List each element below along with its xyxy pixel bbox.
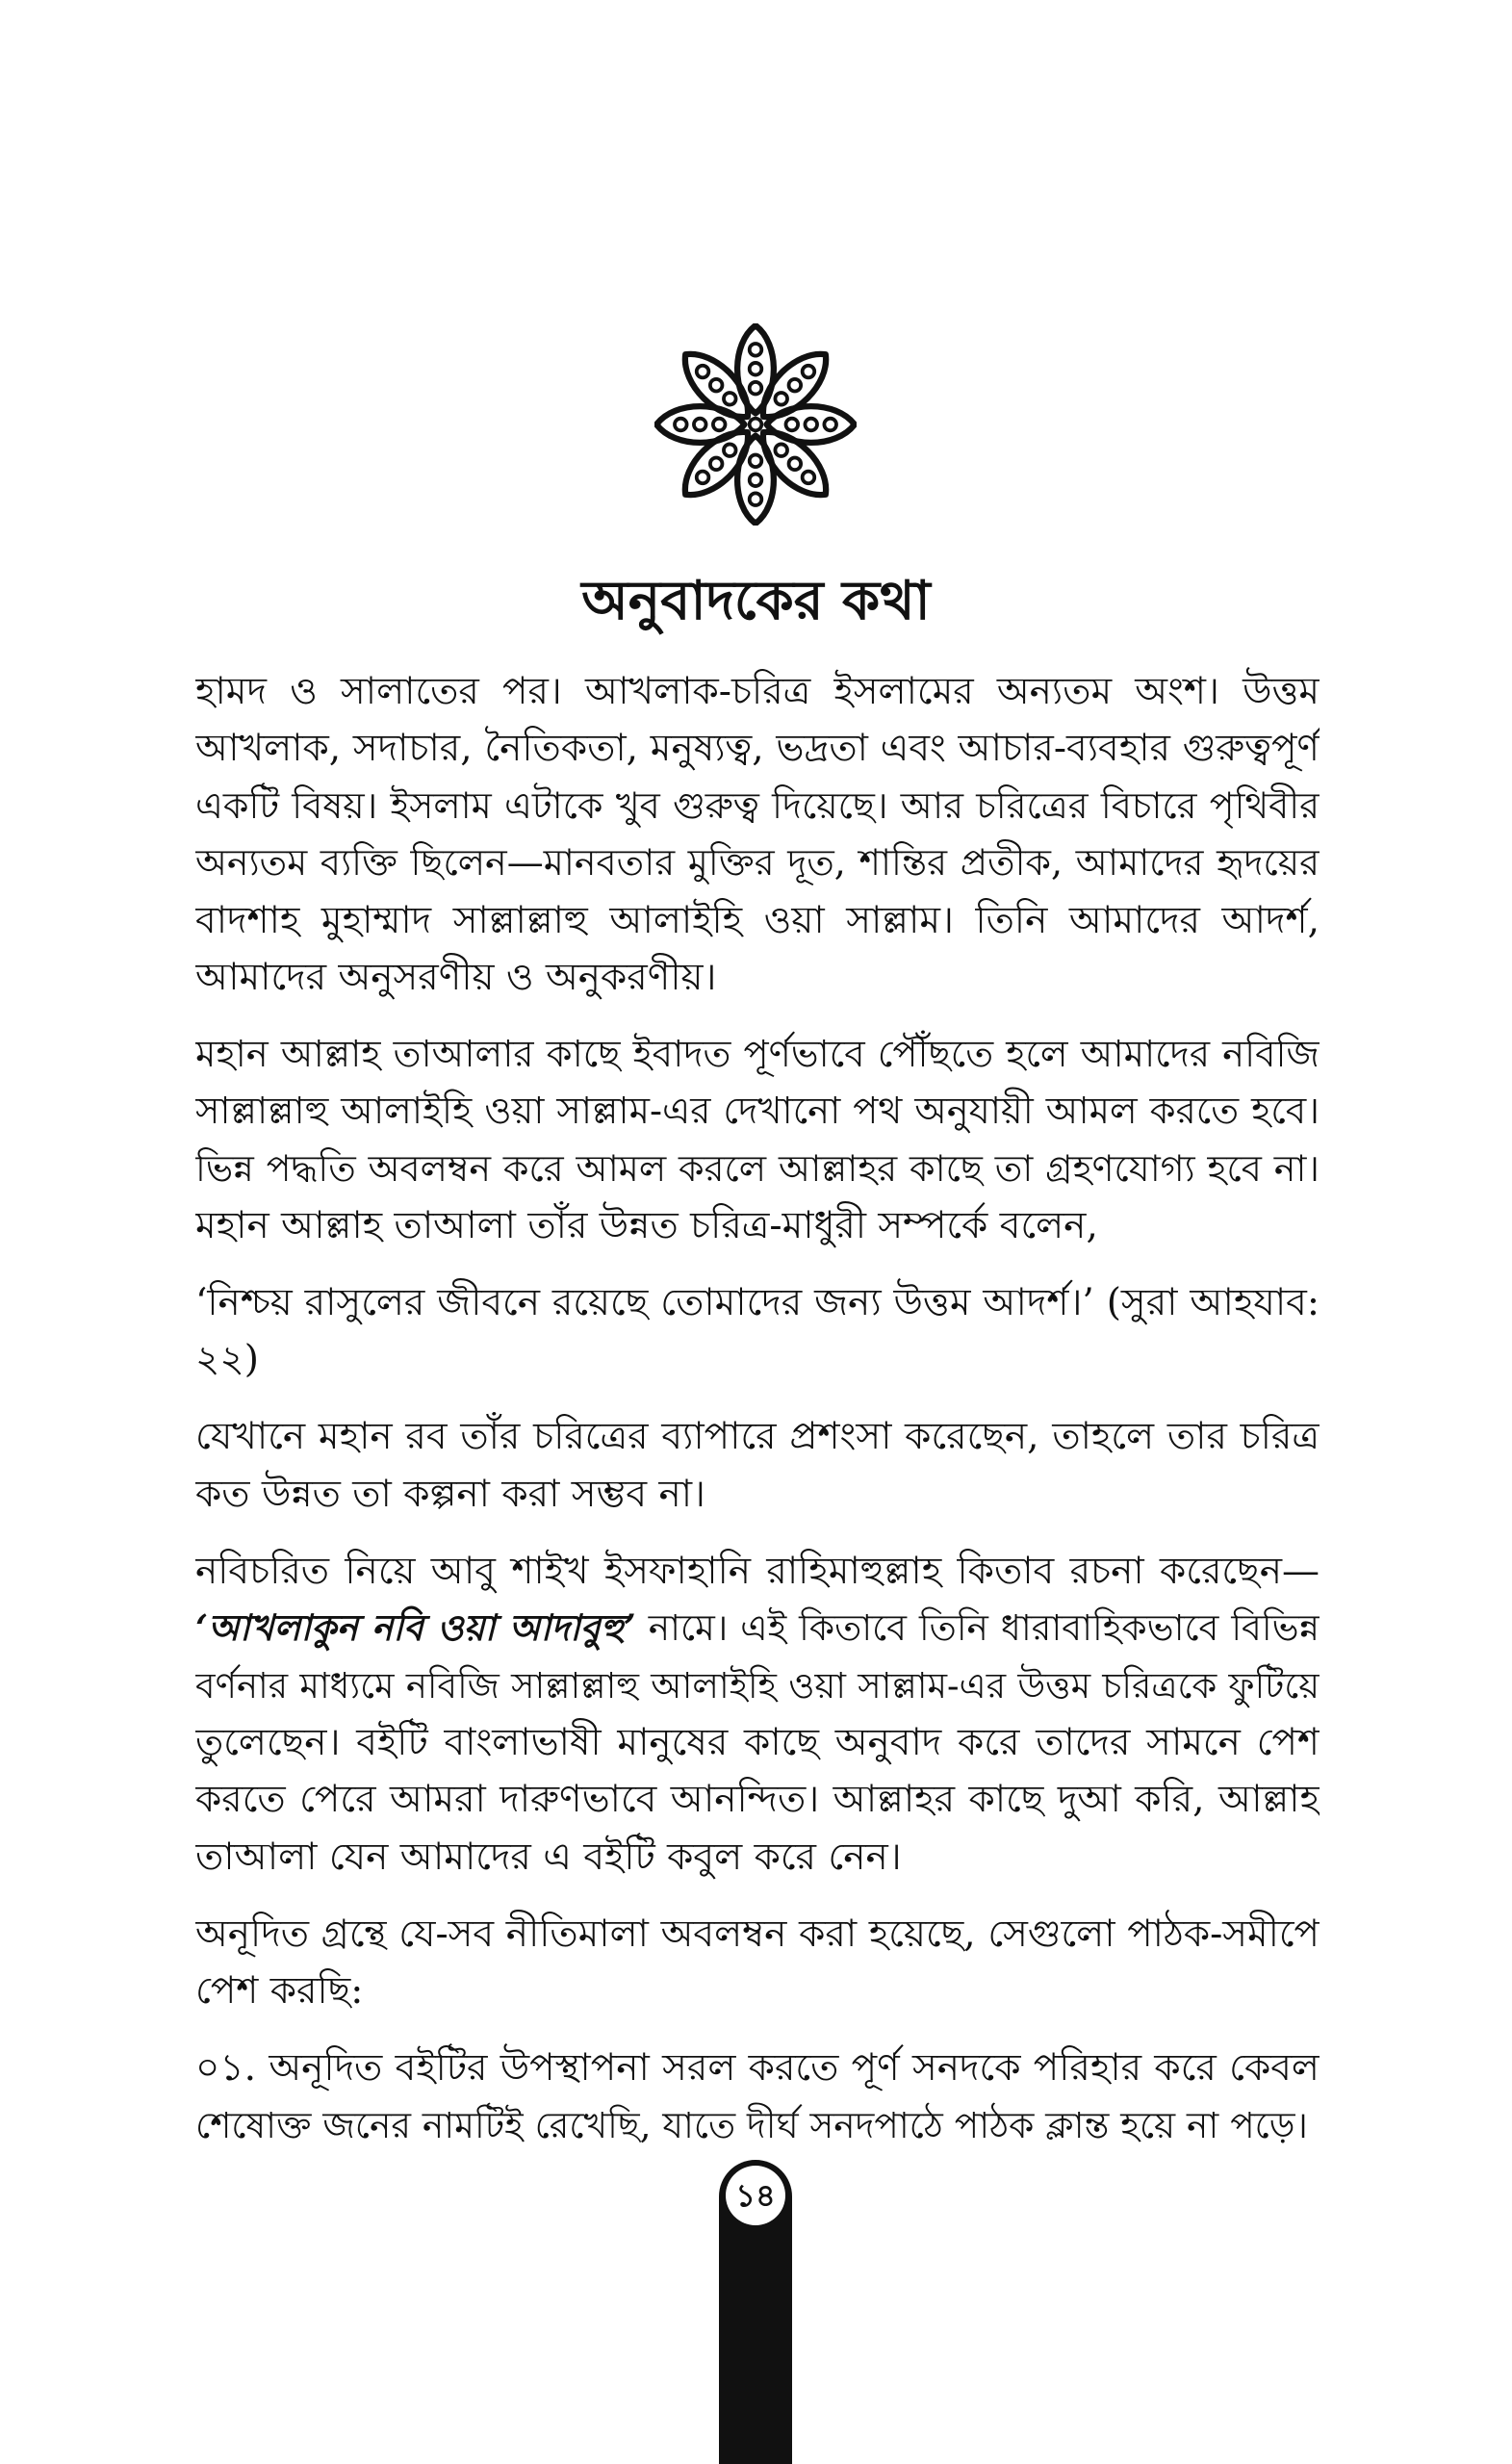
text-line: যেখানে মহান রব তাঁর চরিত্রের ব্যাপারে প্রশংসা করেছেন, তাহলে তার চরিত্র (195, 1415, 1320, 1459)
text-line: ২২) (195, 1338, 259, 1382)
ornament-center (750, 419, 762, 431)
text-line (195, 1600, 1320, 1656)
text-line: কত উন্নত তা কল্পনা করা সম্ভব না। (195, 1472, 706, 1516)
text-line: অন্যতম ব্যক্তি ছিলেন—মানবতার মুক্তির দূত, শান্তির প্রতীক, আমাদের হৃদয়ের (195, 841, 1320, 885)
ornament-petal (737, 436, 774, 524)
ornament-petal (751, 342, 838, 429)
ornament-petal (751, 420, 838, 507)
ornament-petal (767, 406, 855, 443)
text-line: ‘নিশ্চয় রাসুলের জীবনে রয়েছে তোমাদের জন্য উত্তম আদর্শ।’ (সুরা আহযাব: (195, 1281, 1320, 1325)
paragraph-2 (195, 1026, 1320, 1255)
paragraph-5 (195, 1543, 1320, 1886)
text-line: তুলেছেন। বইটি বাংলাভাষী মানুষের কাছে অনুবাদ করে তাদের সামনে পেশ (195, 1721, 1320, 1765)
text-line: মহান আল্লাহ তাআলার কাছে ইবাদত পূর্ণভাবে পৌঁছতে হলে আমাদের নবিজি (195, 1032, 1320, 1076)
text-line: ভিন্ন পদ্ধতি অবলম্বন করে আমল করলে আল্লাহর কাছে তা গ্রহণযোগ্য হবে না। (195, 1146, 1320, 1190)
paragraph-6 (195, 1906, 1320, 2020)
flower-ornament-icon (654, 323, 857, 526)
text-line: আখলাক, সদাচার, নৈতিকতা, মনুষ্যত্ব, ভদ্রতা এবং আচার-ব্যবহার গুরুত্বপূর্ণ (195, 727, 1320, 771)
paragraph-4 (195, 1408, 1320, 1523)
ornament-petal (656, 406, 744, 443)
text-line: সাল্লাল্লাহু আলাইহি ওয়া সাল্লাম-এর দেখানো পথ অনুযায়ী আমল করতে হবে। (195, 1090, 1320, 1134)
text-line: বর্ণনার মাধ্যমে নবিজি সাল্লাল্লাহু আলাইহি ওয়া সাল্লাম-এর উত্তম চরিত্রকে ফুটিয়ে (195, 1664, 1320, 1707)
text-line: নবিচরিত নিয়ে আবু শাইখ ইসফাহানি রাহিমাহুল্লাহ কিতাব রচনা করেছেন— (195, 1549, 1320, 1593)
paragraph-1 (195, 663, 1320, 1006)
text-line: অনূদিত গ্রন্থে যে-সব নীতিমালা অবলম্বন করা হয়েছে, সেগুলো পাঠক-সমীপে (195, 1912, 1320, 1956)
text-line-rest: নামে। এই কিতাবে তিনি ধারাবাহিকভাবে বিভিন্ন (648, 1606, 1320, 1650)
chapter-title: অনুবাদকের কথা (581, 570, 931, 632)
book-title: ‘আখলাকুন নবি ওয়া আদাবুহু’ (195, 1606, 636, 1650)
text-line: আমাদের অনুসরণীয় ও অনুকরণীয়। (195, 955, 717, 999)
text-line: শেষোক্ত জনের নামটিই রেখেছি, যাতে দীর্ঘ সনদপাঠে পাঠক ক্লান্ত হয়ে না পড়ে। (195, 2103, 1308, 2146)
text-line: ০১. অনূদিত বইটির উপস্থাপনা সরল করতে পূর্ণ সনদকে পরিহার করে কেবল (195, 2046, 1320, 2091)
ornament-petal (737, 325, 774, 413)
text-line: বাদশাহ মুহাম্মাদ সাল্লাল্লাহু আলাইহি ওয়া সাল্লাম। তিনি আমাদের আদর্শ, (195, 898, 1320, 942)
paragraph-7-list-item (195, 2040, 1320, 2154)
text-line: একটি বিষয়। ইসলাম এটাকে খুব গুরুত্ব দিয়েছে। আর চরিত্রের বিচারে পৃথিবীর (195, 783, 1320, 827)
ornament-petal (673, 420, 760, 507)
text-line: পেশ করছি: (195, 1969, 364, 2014)
text-line: তাআলা যেন আমাদের এ বইটি কবুল করে নেন। (195, 1835, 902, 1879)
page-number-tab (719, 2160, 792, 2464)
page-number: ১৪ (735, 2177, 776, 2214)
text-line: হামদ ও সালাতের পর। আখলাক-চরিত্র ইসলামের অন্যতম অংশ। উত্তম (195, 670, 1320, 713)
text-line: করতে পেরে আমরা দারুণভাবে আনন্দিত। আল্লাহর কাছে দুআ করি, আল্লাহ (195, 1778, 1320, 1822)
text-line: মহান আল্লাহ তাআলা তাঁর উন্নত চরিত্র-মাধুরী সম্পর্কে বলেন, (195, 1204, 1098, 1248)
paragraph-3-quote (195, 1274, 1320, 1389)
ornament-petal (673, 342, 760, 429)
page-number-badge (726, 2166, 785, 2225)
body-text (195, 663, 1320, 2154)
